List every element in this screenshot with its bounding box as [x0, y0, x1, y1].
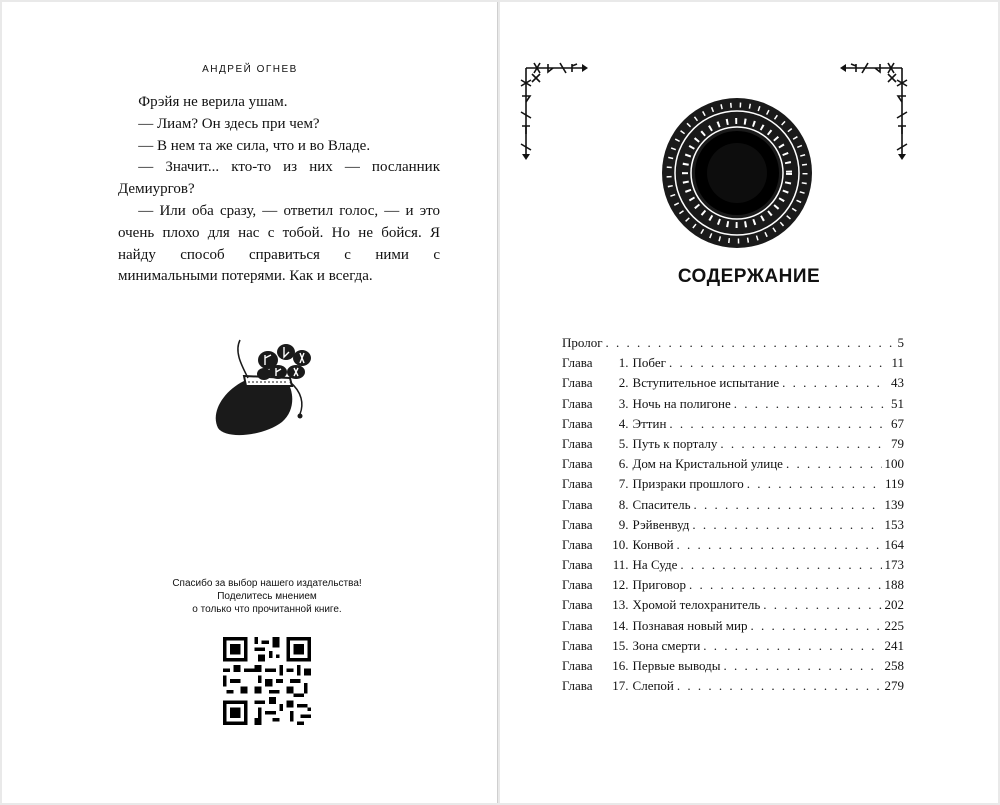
right-page [500, 2, 998, 803]
toc-entry-number: 14. [612, 617, 629, 633]
toc-entry-number: 12. [612, 577, 629, 593]
toc-entry-label [562, 575, 686, 595]
toc-dot-leader [763, 595, 881, 615]
toc-entry-title: Призраки прошлого [632, 476, 744, 492]
toc-entry-label [562, 636, 700, 656]
toc-entry-label [562, 555, 677, 575]
toc-entry-number: 9. [618, 516, 629, 532]
toc-entry-number: 15. [612, 637, 629, 653]
toc-dot-leader [692, 515, 881, 535]
toc-entry-prefix: Глава [562, 516, 593, 532]
toc-dot-leader [782, 373, 888, 393]
toc-entry-number: 10. [612, 536, 629, 552]
toc-entry[interactable] [562, 414, 904, 434]
toc-entry-label [562, 454, 783, 474]
toc-entry-title: Эттин [632, 415, 667, 431]
toc-page-number: 225 [884, 617, 904, 633]
thanks-line: о только что прочитанной книге. [192, 604, 342, 615]
toc-entry[interactable] [562, 515, 904, 535]
toc-entry-label [562, 616, 747, 636]
rune-corner-ornament-icon [838, 60, 908, 160]
toc-entry-number: 17. [612, 678, 629, 694]
toc-entry-number: 5. [618, 435, 629, 451]
toc-page-number: 119 [884, 476, 904, 492]
toc-entry-number: 13. [612, 597, 629, 613]
toc-entry-prefix: Глава [562, 658, 593, 673]
toc-title: СОДЕРЖАНИЕ [677, 266, 821, 287]
toc-entry[interactable] [562, 474, 904, 494]
toc-dot-leader [669, 414, 888, 434]
toc-entry-number: 4. [618, 415, 629, 431]
toc-entry-title: Спаситель [632, 496, 691, 512]
toc-entry-title: Хромой телохранитель [632, 597, 761, 613]
toc-entry-prefix: Глава [562, 415, 593, 431]
toc-dot-leader [677, 535, 882, 555]
toc-page-number: 153 [884, 516, 904, 532]
toc-page-number: 258 [884, 658, 904, 673]
toc-entry-title: Слепой [632, 678, 674, 694]
toc-entry-label [562, 515, 689, 535]
toc-entry-prefix: Глава [562, 435, 593, 451]
toc-entry-prefix: Глава [562, 637, 593, 653]
toc-entry[interactable] [562, 575, 904, 595]
running-head: АНДРЕЙ ОГНЕВ [202, 64, 298, 75]
toc-page-number: 79 [891, 435, 904, 451]
toc-dot-leader [786, 454, 882, 474]
toc-entry-title: Первые выводы [632, 658, 721, 673]
toc-page-number: 279 [884, 678, 904, 694]
toc-entry-label [562, 474, 744, 494]
toc-entry-title: Рэйвенвуд [632, 516, 690, 532]
table-of-contents [562, 333, 904, 696]
toc-dot-leader [750, 616, 881, 636]
toc-entry[interactable] [562, 676, 904, 696]
toc-entry[interactable] [562, 434, 904, 454]
toc-entry-number: 7. [618, 476, 629, 492]
toc-entry-prefix: Глава [562, 496, 593, 512]
toc-page-number: 5 [897, 335, 904, 350]
toc-entry-prefix: Глава [562, 597, 593, 613]
toc-entry-number: 3. [618, 395, 629, 411]
toc-entry[interactable] [562, 454, 904, 474]
toc-entry-prefix: Глава [562, 456, 593, 472]
toc-entry-prefix: Глава [562, 577, 593, 593]
toc-entry-title: Приговор [632, 577, 686, 593]
toc-entry-label [562, 353, 666, 373]
toc-entry-prefix: Глава [562, 536, 593, 552]
toc-dot-leader [747, 474, 882, 494]
toc-page-number: 11 [891, 355, 904, 371]
paragraph: — Или оба сразу, — ответил голос, — и это очень плохо для нас с тобой. Но не бойся. Я найду способ справиться с ними с минимальными потерями. Как и всегда. [118, 202, 440, 285]
body-text [118, 92, 440, 288]
toc-page-number: 202 [884, 597, 904, 613]
toc-entry[interactable] [562, 353, 904, 373]
left-page [2, 2, 498, 803]
toc-entry[interactable] [562, 495, 904, 515]
toc-entry[interactable] [562, 394, 904, 414]
toc-entry-label [562, 535, 674, 555]
toc-dot-leader [724, 656, 882, 676]
toc-entry-prefix: Глава [562, 476, 593, 492]
toc-entry-title: Путь к порталу [632, 435, 718, 451]
toc-entry-label [562, 394, 731, 414]
toc-entry-number: 6. [618, 456, 629, 472]
toc-dot-leader [677, 676, 882, 696]
rune-corner-ornament-icon [520, 60, 590, 160]
toc-entry[interactable] [562, 373, 904, 393]
toc-entry-prefix: Глава [562, 375, 593, 391]
thanks-message [152, 577, 382, 616]
toc-page-number: 139 [884, 496, 904, 512]
paragraph: — В нем та же сила, что и во Владе. [138, 137, 371, 154]
toc-entry-prefix: Глава [562, 557, 593, 573]
toc-entry[interactable] [562, 616, 904, 636]
rune-circle-icon [661, 97, 813, 249]
toc-entry-number: 1. [618, 355, 629, 371]
toc-entry-title: Ночь на полигоне [632, 395, 731, 411]
toc-dot-leader [689, 575, 882, 595]
toc-entry-label [562, 333, 603, 353]
toc-entry-label [562, 595, 760, 615]
qr-code-icon[interactable] [223, 637, 311, 725]
toc-entry-label [562, 373, 779, 393]
toc-entry-label [562, 414, 666, 434]
toc-entry[interactable] [562, 555, 904, 575]
toc-page-number: 100 [884, 456, 904, 472]
toc-page-number: 164 [884, 536, 904, 552]
toc-entry-number: 11. [612, 557, 629, 573]
thanks-line: Поделитесь мнением [217, 591, 317, 602]
toc-entry-label [562, 495, 691, 515]
toc-entry[interactable] [562, 656, 904, 676]
toc-dot-leader [606, 333, 895, 353]
toc-dot-leader [734, 394, 888, 414]
toc-page-number: 43 [891, 375, 904, 391]
toc-entry-label [562, 656, 721, 676]
paragraph: — Значит... кто-то из них — посланник Демиургов? [118, 159, 440, 198]
toc-entry-title: Вступительное испытание [632, 375, 780, 391]
toc-entry-label [562, 434, 717, 454]
toc-page-number: 51 [891, 395, 904, 411]
toc-entry-title: Побег [632, 355, 666, 371]
toc-entry[interactable] [562, 636, 904, 656]
toc-entry-title: На Суде [632, 557, 678, 573]
toc-entry-prefix: Глава [562, 678, 593, 694]
toc-entry-title: Дом на Кристальной улице [632, 456, 783, 472]
paragraph: Фрэйя не верила ушам. [138, 94, 288, 110]
toc-entry-prefix: Пролог [562, 335, 603, 350]
toc-dot-leader [720, 434, 888, 454]
rune-pouch-icon [206, 332, 336, 442]
toc-entry-title: Познавая новый мир [632, 617, 748, 633]
toc-dot-leader [703, 636, 881, 656]
toc-page-number: 188 [884, 577, 904, 593]
toc-entry-title: Зона смерти [632, 637, 701, 653]
toc-page-number: 241 [884, 637, 904, 653]
toc-entry-title: Конвой [632, 536, 674, 552]
toc-entry-prefix: Глава [562, 617, 593, 633]
toc-entry-number: 8. [618, 496, 629, 512]
paragraph: — Лиам? Он здесь при чем? [138, 115, 320, 132]
toc-page-number: 173 [884, 557, 904, 573]
thanks-line: Спасибо за выбор нашего издательства! [172, 578, 362, 589]
toc-page-number: 67 [891, 415, 904, 431]
toc-entry[interactable] [562, 333, 904, 353]
toc-entry[interactable] [562, 535, 904, 555]
toc-entry-prefix: Глава [562, 355, 593, 371]
toc-entry-number: 2. [618, 375, 629, 391]
toc-entry-prefix: Глава [562, 395, 593, 411]
toc-dot-leader [669, 353, 888, 373]
toc-dot-leader [680, 555, 881, 575]
toc-dot-leader [694, 495, 882, 515]
toc-entry-label [562, 676, 674, 696]
toc-entry-number: 16. [612, 658, 629, 673]
toc-entry[interactable] [562, 595, 904, 615]
